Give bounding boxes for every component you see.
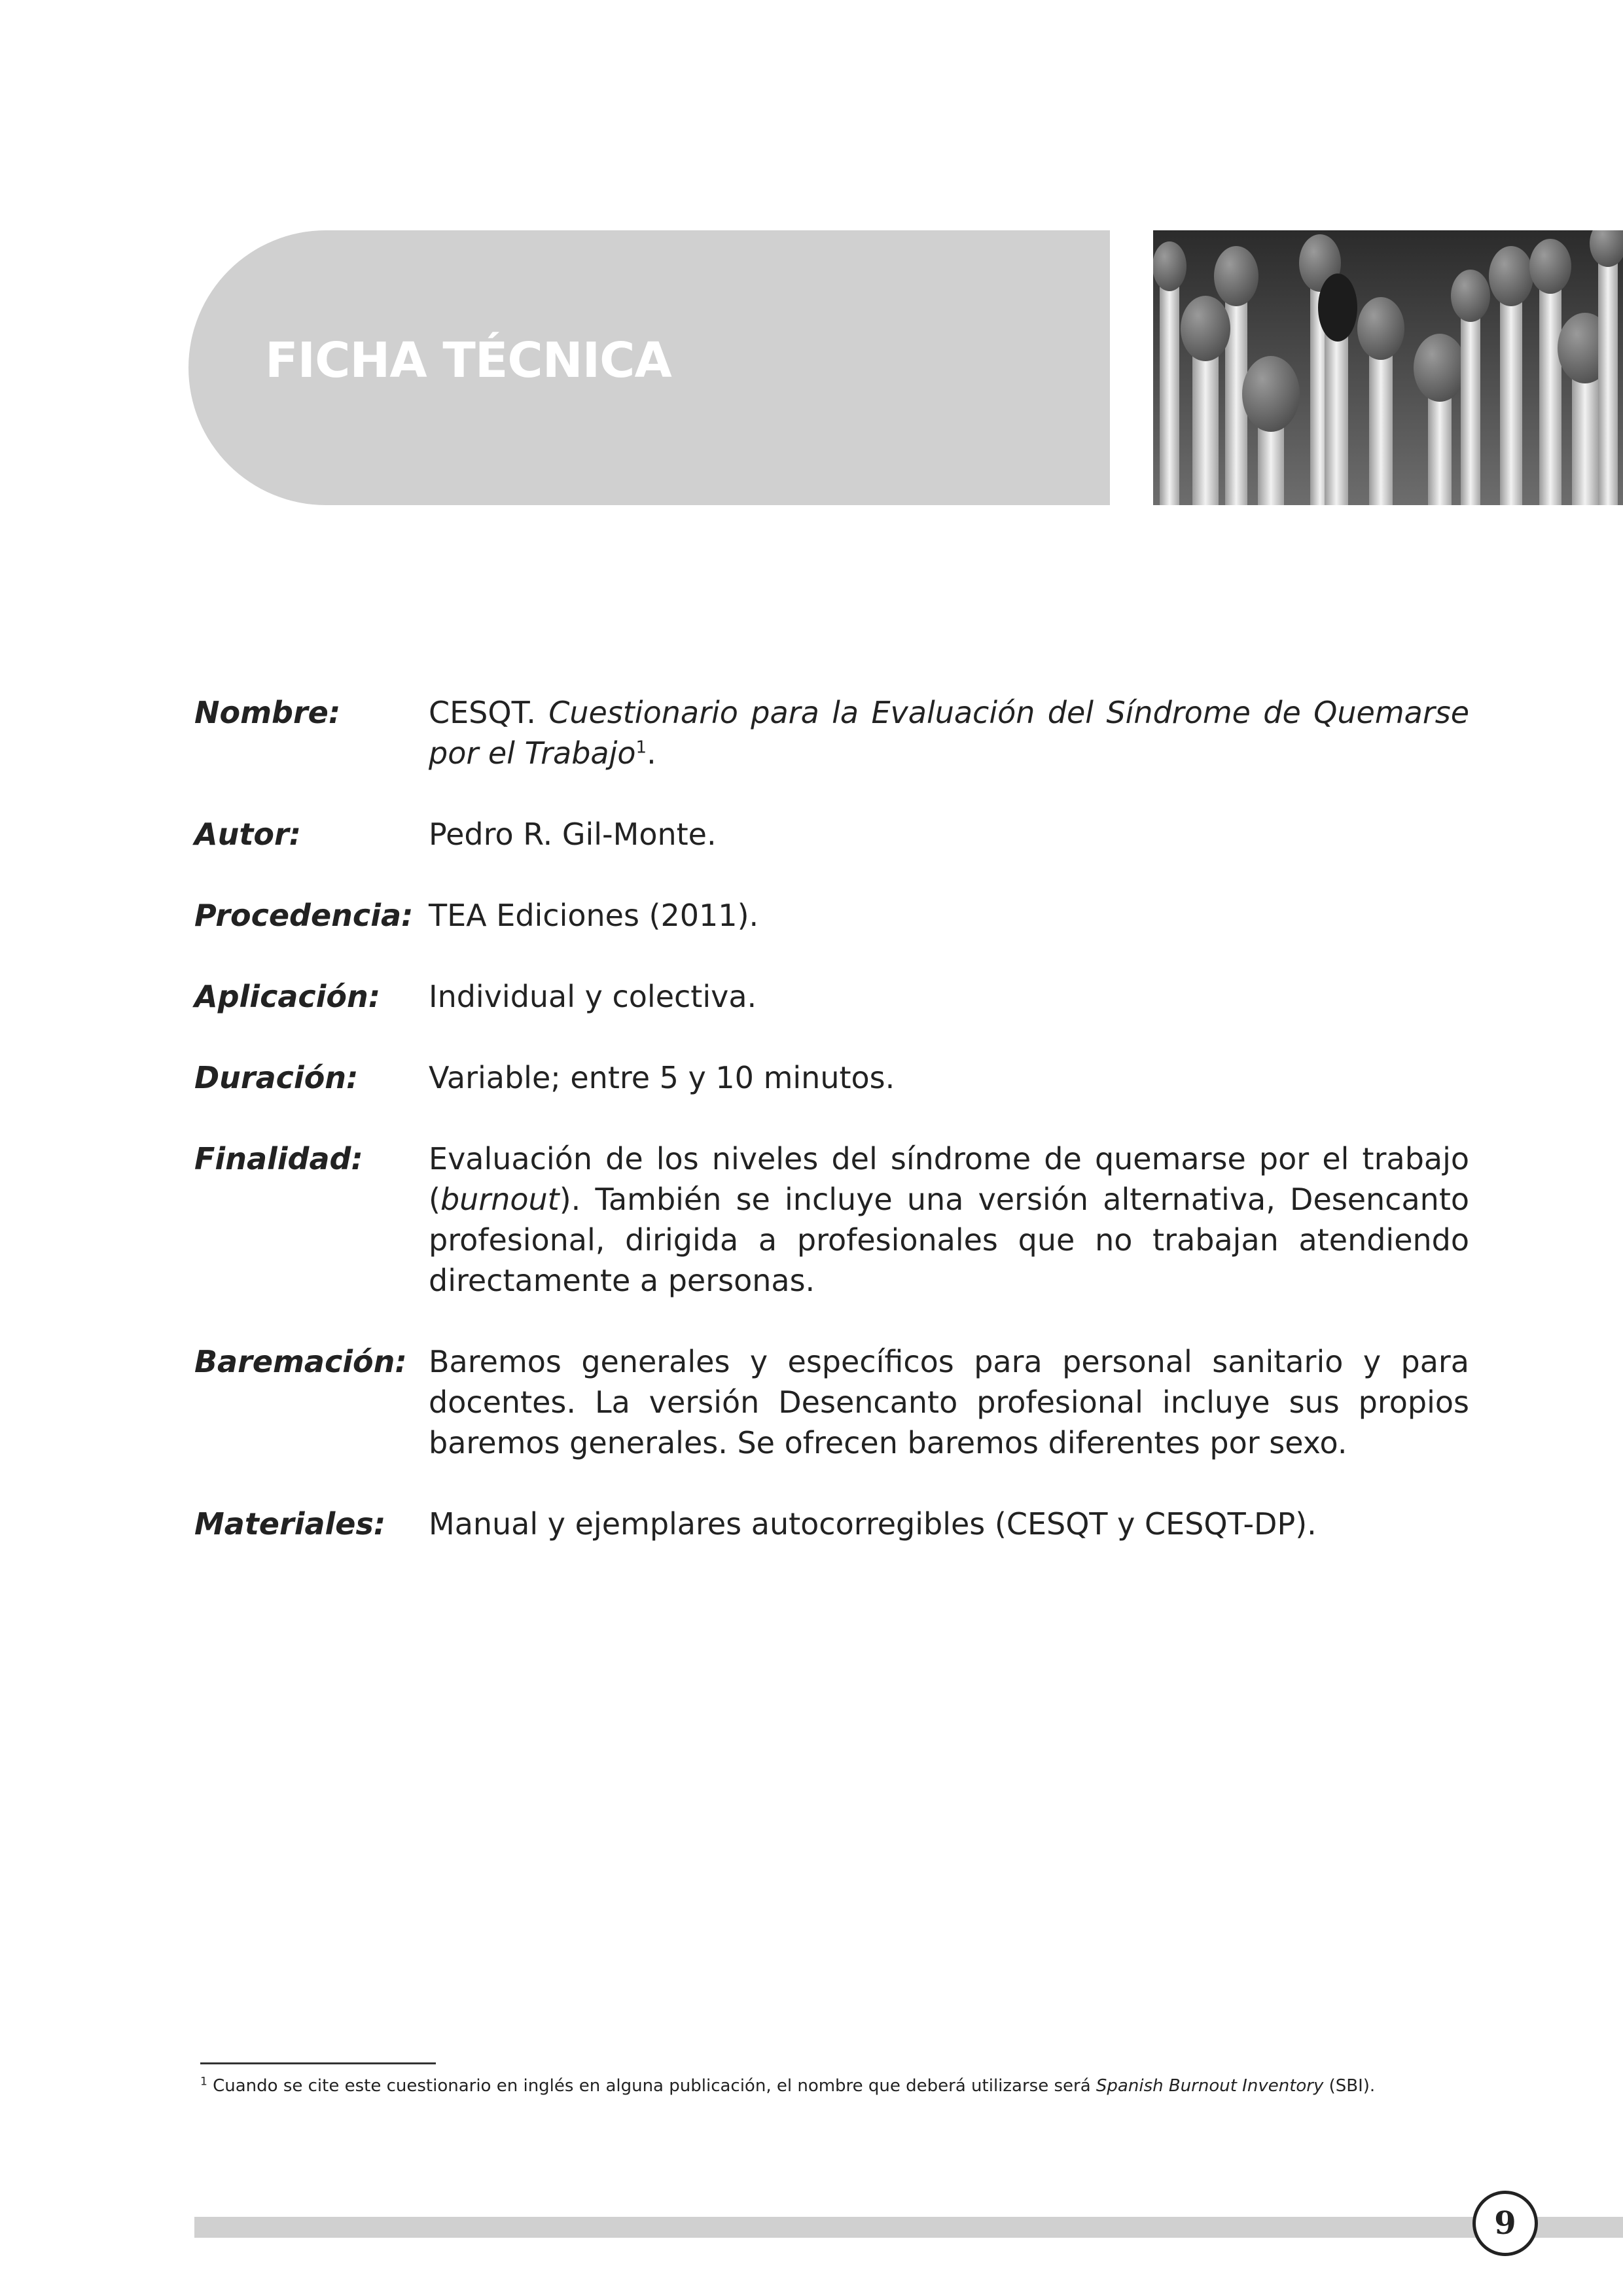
row-autor xyxy=(194,814,1469,855)
technical-sheet xyxy=(194,692,1469,1585)
page-number: 9 xyxy=(1472,2191,1538,2256)
value-autor: Pedro R. Gil-Monte. xyxy=(429,817,717,852)
finalidad-text-after: ). También se incluye una versión alternativa, Desencanto profesional, dirigida a profesionales que no trabajan atendiendo directamente a personas. xyxy=(429,1182,1469,1298)
row-finalidad xyxy=(194,1139,1469,1301)
footer-bar xyxy=(194,2217,1623,2238)
value-aplicacion: Individual y colectiva. xyxy=(429,979,757,1014)
header-photo xyxy=(1153,230,1623,505)
value-materiales: Manual y ejemplares autocorregibles (CESQT y CESQT-DP). xyxy=(429,1506,1317,1542)
row-procedencia xyxy=(194,895,1469,936)
value-duracion: Variable; entre 5 y 10 minutos. xyxy=(429,1060,895,1095)
row-materiales xyxy=(194,1504,1469,1544)
label-procedencia: Procedencia: xyxy=(194,898,414,933)
footnote-text-after: (SBI). xyxy=(1323,2076,1376,2096)
label-nombre: Nombre: xyxy=(194,695,341,730)
page-title: FICHA TÉCNICA xyxy=(265,332,671,389)
value-baremacion: Baremos generales y específicos para personal sanitario y para docentes. La versión Desencanto profesional incluye sus propios baremos generales. Se ofrecen baremos diferentes por sexo. xyxy=(429,1344,1469,1460)
footnote-number: 1 xyxy=(200,2075,207,2089)
footnote-italic: Spanish Burnout Inventory xyxy=(1096,2076,1324,2096)
finalidad-text-before: Evaluación de los niveles del síndrome de quemarse por el trabajo ( xyxy=(429,1141,1469,1217)
row-aplicacion xyxy=(194,976,1469,1017)
nombre-title: Cuestionario para la Evaluación del Síndrome de Quemarse por el Trabajo xyxy=(429,695,1470,771)
value-nombre xyxy=(429,692,1469,773)
matches-image xyxy=(1153,230,1623,505)
label-aplicacion: Aplicación: xyxy=(194,979,381,1014)
nombre-acronym: CESQT. xyxy=(429,695,536,730)
label-duracion: Duración: xyxy=(194,1060,359,1095)
value-procedencia: TEA Ediciones (2011). xyxy=(429,898,759,933)
finalidad-italic: burnout xyxy=(440,1182,560,1217)
nombre-end: . xyxy=(647,735,656,771)
label-autor: Autor: xyxy=(194,817,302,852)
row-duracion xyxy=(194,1057,1469,1098)
label-materiales: Materiales: xyxy=(194,1506,386,1542)
footnote xyxy=(200,2074,1509,2098)
footnote-ref: 1 xyxy=(635,737,647,758)
row-baremacion xyxy=(194,1341,1469,1463)
label-finalidad: Finalidad: xyxy=(194,1141,363,1176)
footnote-text-before: Cuando se cite este cuestionario en inglés en alguna publicación, el nombre que deberá utilizarse será xyxy=(213,2076,1096,2096)
label-baremacion: Baremación: xyxy=(194,1344,407,1379)
footnote-divider xyxy=(200,2062,436,2064)
row-nombre xyxy=(194,692,1469,773)
value-finalidad xyxy=(429,1139,1469,1301)
